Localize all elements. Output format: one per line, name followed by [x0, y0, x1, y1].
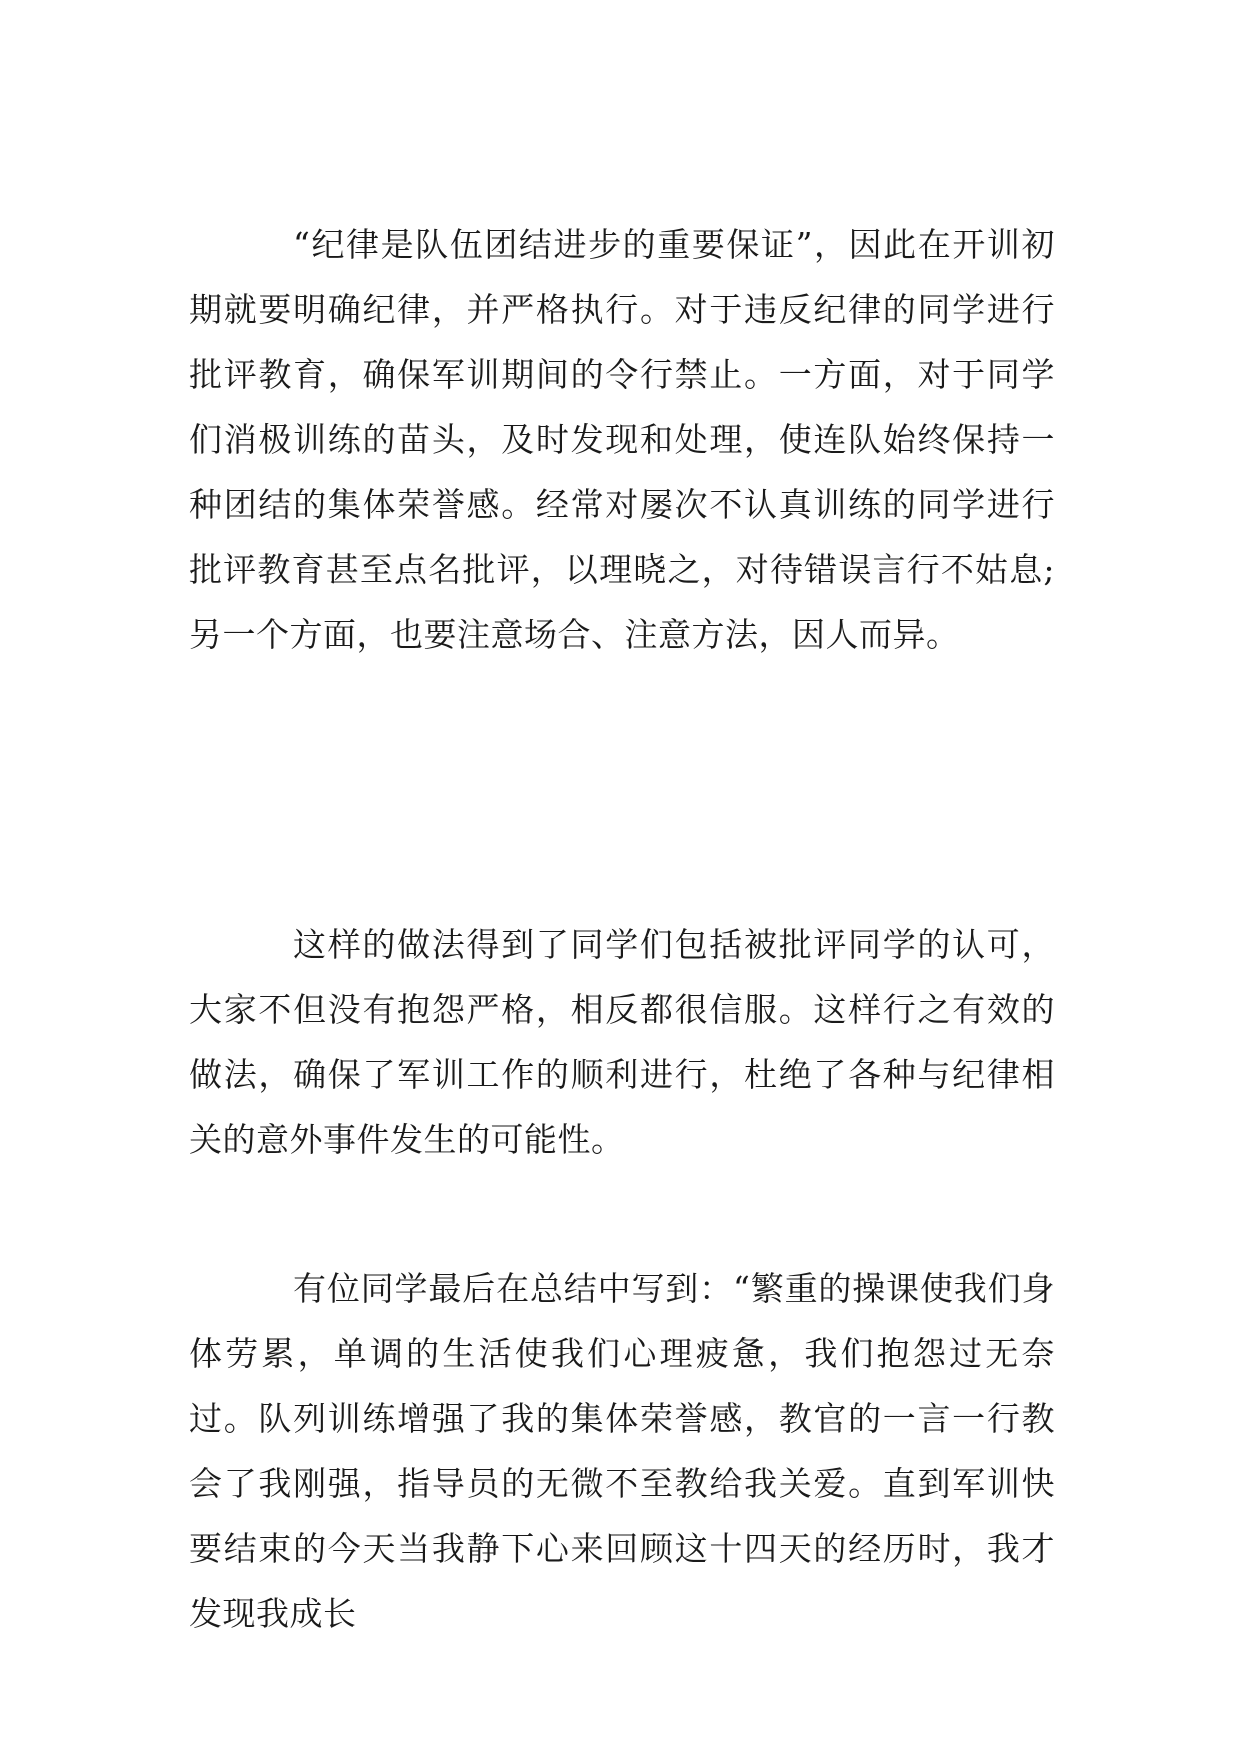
paragraph-discipline: “纪律是队伍团结进步的重要保证”，因此在开训初期就要明确纪律，并严格执行。对于违反纪律的同学进行批评教育，确保军训期间的令行禁止。一方面，对于同学们消极训练的苗头，及时发现和处理，使连队始终保持一种团结的集体荣誉感。经常对屡次不认真训练的同学进行批评教育甚至点名批评，以理晓之，对待错误言行不姑息;另一个方面，也要注意场合、注意方法，因人而异。 — [189, 225, 1055, 654]
paragraph-approval: 这样的做法得到了同学们包括被批评同学的认可，大家不但没有抱怨严格，相反都很信服。这样行之有效的做法，确保了军训工作的顺利进行，杜绝了各种与纪律相关的意外事件发生的可能性。 — [189, 925, 1055, 1159]
paragraph-student-quote: 有位同学最后在总结中写到：“繁重的操课使我们身体劳累，单调的生活使我们心理疲惫，我们抱怨过无奈过。队列训练增强了我的集体荣誉感，教官的一言一行教会了我刚强，指导员的无微不至教给我关爱。直到军训快要结束的今天当我静下心来回顾这十四天的经历时，我才发现我成长 — [189, 1269, 1055, 1633]
